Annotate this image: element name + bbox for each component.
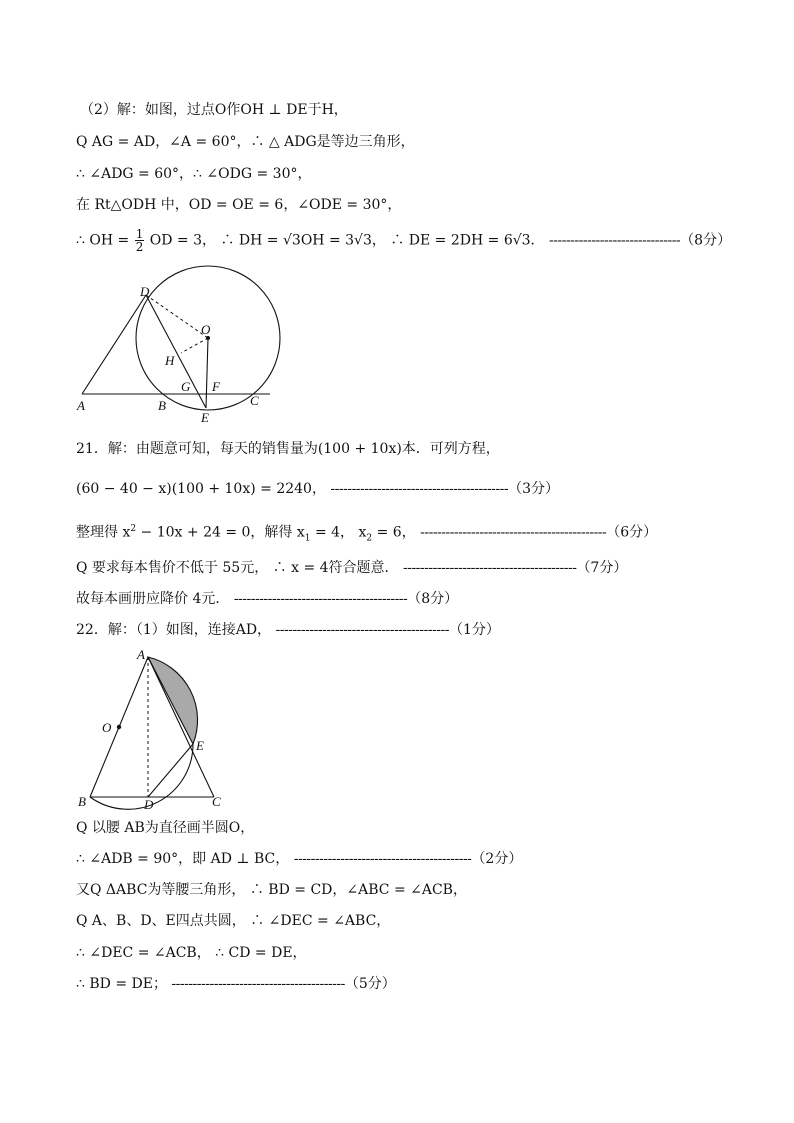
score-label: （6分） bbox=[606, 524, 658, 541]
figure-isosceles-semicircle bbox=[70, 645, 240, 815]
score-label: （5分） bbox=[344, 976, 396, 992]
label-g: G bbox=[181, 379, 191, 394]
part2-line-5 bbox=[76, 228, 731, 253]
dash-leader: ------------------------------------------ bbox=[330, 481, 509, 497]
dash-leader: ------------------------------------------ bbox=[293, 851, 472, 867]
label-b: B bbox=[78, 794, 86, 809]
segment-oe bbox=[206, 338, 208, 408]
part2-line-2: Q AG = AD，∠A = 60°，∴ △ ADG是等边三角形， bbox=[76, 134, 415, 150]
q22-heading: 22．解：（1）如图，连接AD， bbox=[76, 622, 272, 638]
dash-leader: ----------------------------------------- bbox=[402, 560, 577, 576]
part2-line-4: 在 Rt△ODH 中，OD = OE = 6，∠ODE = 30°， bbox=[76, 197, 402, 213]
label-o: O bbox=[102, 720, 112, 735]
fraction-denominator: 2 bbox=[135, 240, 144, 254]
q21-root-1: = 4， x bbox=[310, 524, 367, 541]
score-label: （8分） bbox=[407, 591, 459, 607]
dash-leader: ------------------------------- bbox=[549, 232, 681, 249]
part2-line-5-rest: OD = 3， ∴ DH = √3OH = 3√3， ∴ DE = 2DH = 6√3． bbox=[149, 232, 545, 249]
figure-circle-triangle bbox=[70, 262, 290, 427]
fraction-numerator: 1 bbox=[135, 227, 144, 241]
q21-simplify-start: 整理得 x bbox=[76, 524, 131, 541]
label-d: D bbox=[140, 284, 150, 299]
q22-line-4: 又Q ΔABC为等腰三角形， ∴ BD = CD，∠ABC = ∠ACB， bbox=[76, 882, 467, 898]
segment-oh-dashed bbox=[181, 338, 208, 353]
segment-de bbox=[148, 744, 193, 797]
q22-line-2: Q 以腰 AB为直径画半圆O， bbox=[76, 820, 255, 836]
q22-line-6: ∴ ∠DEC = ∠ACB， ∴ CD = DE， bbox=[76, 945, 307, 961]
q22-line-7 bbox=[76, 975, 396, 993]
subscript: 2 bbox=[366, 533, 373, 544]
score-label: （2分） bbox=[471, 851, 523, 867]
q21-line-3 bbox=[76, 520, 657, 547]
label-h: H bbox=[165, 353, 175, 368]
q21-conclusion: 故每本画册应降价 4元． bbox=[76, 591, 230, 607]
q21-line-2 bbox=[76, 480, 559, 498]
label-c: C bbox=[250, 393, 259, 408]
score-label: （1分） bbox=[448, 622, 500, 638]
label-e: E bbox=[196, 738, 204, 753]
label-a: A bbox=[77, 398, 85, 413]
q22-line-1 bbox=[76, 621, 500, 639]
fraction-one-half bbox=[135, 228, 145, 253]
subscript: 1 bbox=[304, 533, 311, 544]
q22-result: ∴ BD = DE； bbox=[76, 976, 167, 992]
q22-line-3 bbox=[76, 850, 522, 868]
semicircle-arc bbox=[90, 744, 193, 809]
point-o bbox=[117, 725, 121, 729]
dash-leader: ----------------------------------------- bbox=[275, 622, 449, 638]
label-o: O bbox=[201, 322, 211, 337]
q22-line-5: Q A、B、D、E四点共圆， ∴ ∠DEC = ∠ABC， bbox=[76, 913, 391, 929]
label-b: B bbox=[158, 398, 166, 413]
part2-line-3: ∴ ∠ADG = 60°，∴ ∠ODG = 30°， bbox=[76, 166, 312, 182]
label-d: D bbox=[144, 797, 154, 812]
label-a: A bbox=[137, 647, 145, 662]
q21-line-4 bbox=[76, 559, 627, 577]
score-label: （7分） bbox=[576, 560, 628, 576]
shaded-region bbox=[148, 657, 198, 744]
part2-line-1: （2）解：如图，过点O作OH ⊥ DE于H， bbox=[80, 102, 348, 118]
label-f: F bbox=[212, 379, 220, 394]
q21-condition: Q 要求每本售价不低于 55元， ∴ x = 4符合题意． bbox=[76, 560, 399, 576]
score-label: （8分） bbox=[680, 232, 732, 249]
part2-line-5-start: ∴ OH = bbox=[76, 232, 130, 249]
q22-right-angle: ∴ ∠ADB = 90°，即 AD ⊥ BC， bbox=[76, 851, 290, 867]
segment-de bbox=[146, 295, 206, 408]
segment-do-dashed bbox=[146, 295, 208, 338]
dash-leader: -------------------------------------------- bbox=[420, 524, 607, 541]
dash-leader: ----------------------------------------- bbox=[233, 591, 408, 607]
q21-root-2: = 6， bbox=[372, 524, 416, 541]
label-e: E bbox=[201, 410, 209, 425]
dash-leader: ----------------------------------------- bbox=[171, 976, 345, 992]
q21-line-5 bbox=[76, 590, 458, 608]
label-c: C bbox=[212, 794, 221, 809]
q21-line-1: 21．解：由题意可知，每天的销售量为(100 + 10x)本．可列方程， bbox=[76, 441, 500, 457]
q21-simplify-mid: − 10x + 24 = 0，解得 x bbox=[136, 524, 305, 541]
exponent: 2 bbox=[130, 524, 137, 534]
q21-equation: (60 − 40 − x)(100 + 10x) = 2240， bbox=[76, 481, 326, 497]
score-label: （3分） bbox=[508, 481, 560, 497]
